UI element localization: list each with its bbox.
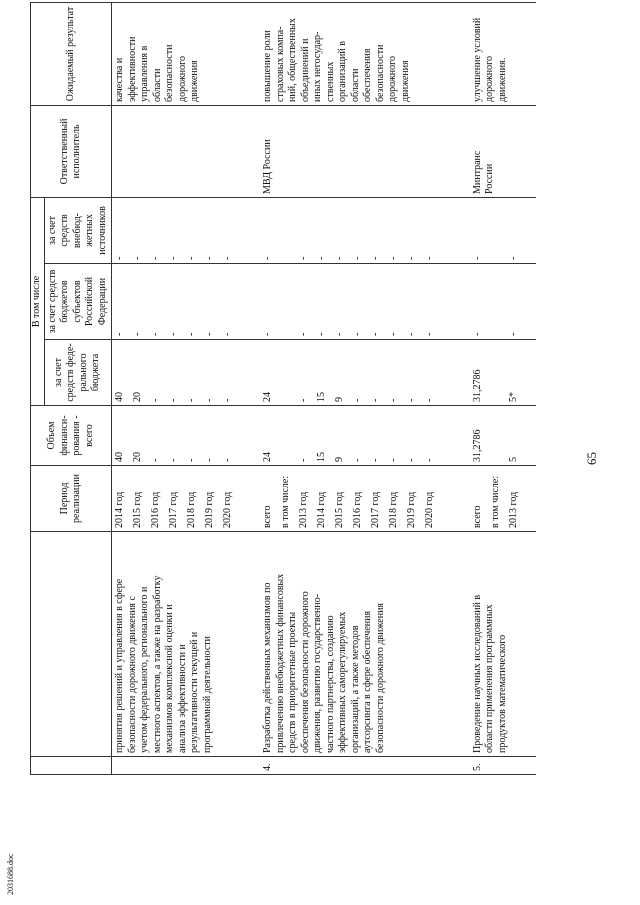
- extra-value: -: [352, 256, 364, 260]
- federal-value: 15: [316, 392, 328, 402]
- header-activity: [31, 532, 112, 757]
- total-value: -: [168, 458, 179, 462]
- regional-value: [280, 267, 298, 336]
- regional-value: [490, 267, 508, 336]
- result-cell: улучшение условий дорожного движения.: [470, 2, 536, 105]
- executor-cell: Минтранс России: [470, 105, 536, 197]
- regional-value: -: [132, 332, 143, 336]
- federal-value: -: [222, 398, 233, 402]
- extra-cell: [112, 197, 261, 263]
- period-value: 2019 год: [204, 491, 215, 528]
- federal-value: 40: [114, 392, 125, 402]
- regional-value: -: [471, 332, 483, 336]
- row-number: 4.: [260, 757, 470, 775]
- page-number: 65: [584, 452, 599, 465]
- total-value: -: [186, 458, 197, 462]
- program-table: [30, 2, 536, 775]
- extra-value: -: [316, 256, 328, 260]
- extra-value: -: [471, 256, 483, 260]
- total-value: 20: [132, 452, 143, 462]
- row-number: [112, 757, 261, 775]
- extra-value: [490, 201, 508, 260]
- period-value: 2016 год: [150, 491, 161, 528]
- header-federal: за счет средств феде-рального бюджета: [44, 340, 112, 406]
- extra-value: -: [298, 256, 310, 260]
- total-value: [490, 409, 508, 462]
- extra-value: -: [406, 256, 418, 260]
- federal-value: -: [204, 398, 215, 402]
- extra-value: -: [132, 256, 143, 260]
- federal-value: -: [388, 398, 400, 402]
- executor-cell: МВД России: [260, 105, 470, 197]
- result-cell: качества и эффективности управления в области безопасности дорожного движения: [112, 2, 261, 105]
- federal-value: -: [370, 398, 382, 402]
- regional-value: -: [150, 332, 161, 336]
- federal-value: -: [150, 398, 161, 402]
- period-value: в том числе:: [489, 475, 501, 528]
- total-value: -: [222, 458, 233, 462]
- period-value: в том числе:: [280, 475, 292, 528]
- activity-cell: Разработка действенных механизмов по привлечению внебюджетных финансовых средств в приоритетные проекты обеспечения безопасности дорожного движения, развитию государственно- частного партнерства, созданию эффективных саморегулируемых организаций, а также методов аутсорсинга в сфере обеспечения безопасности дорожного движения: [260, 532, 470, 757]
- total-value: 31,2786: [471, 429, 483, 462]
- regional-value: -: [114, 332, 125, 336]
- extra-value: [280, 201, 298, 260]
- regional-value: -: [424, 332, 436, 336]
- header-period: Период реализации: [31, 466, 112, 532]
- extra-value: -: [388, 256, 400, 260]
- federal-cell: [112, 340, 261, 406]
- total-value: 9: [334, 457, 346, 462]
- federal-value: [490, 343, 508, 402]
- total-value: 15: [316, 452, 328, 462]
- regional-cell: [112, 264, 261, 340]
- federal-value: 9: [334, 397, 346, 402]
- total-value: 24: [262, 452, 274, 462]
- executor-cell: [112, 105, 261, 197]
- regional-value: -: [316, 332, 328, 336]
- total-value: 40: [114, 452, 125, 462]
- total-cell: [260, 406, 470, 466]
- extra-value: -: [370, 256, 382, 260]
- period-value: 2014 год: [316, 491, 328, 528]
- total-value: 5: [507, 457, 519, 462]
- extra-value: -: [222, 256, 233, 260]
- extra-value: -: [507, 256, 519, 260]
- regional-value: -: [186, 332, 197, 336]
- extra-value: -: [150, 256, 161, 260]
- total-value: -: [424, 458, 436, 462]
- total-value: -: [370, 458, 382, 462]
- document-id: 2031688.doc: [6, 853, 15, 895]
- federal-value: 20: [132, 392, 143, 402]
- header-regional: за счет средств бюджетов субъектов Российской Федерации: [44, 264, 112, 340]
- regional-cell: [470, 264, 536, 340]
- regional-cell: [260, 264, 470, 340]
- regional-value: -: [204, 332, 215, 336]
- period-value: 2013 год: [507, 491, 519, 528]
- extra-value: -: [334, 256, 346, 260]
- regional-value: -: [507, 332, 519, 336]
- extra-value: -: [204, 256, 215, 260]
- extra-cell: [470, 197, 536, 263]
- header-total: Объем финанси-рования - всего: [31, 406, 112, 466]
- period-cell: [470, 466, 536, 532]
- federal-value: -: [168, 398, 179, 402]
- header-in-that: В том числе: [31, 197, 45, 405]
- period-value: 2017 год: [168, 491, 179, 528]
- header-num: [31, 757, 112, 775]
- federal-value: 31,2786: [471, 369, 483, 402]
- total-cell: [112, 406, 261, 466]
- extra-value: -: [186, 256, 197, 260]
- extra-value: -: [114, 256, 125, 260]
- header-result: Ожидаемый результат: [31, 2, 112, 105]
- total-value: -: [406, 458, 418, 462]
- regional-value: -: [406, 332, 418, 336]
- total-value: -: [388, 458, 400, 462]
- period-value: 2020 год: [222, 491, 233, 528]
- period-value: 2018 год: [388, 491, 400, 528]
- header-extra: за счет средств внебюд-жетных источников: [44, 197, 112, 263]
- total-value: -: [150, 458, 161, 462]
- regional-value: -: [334, 332, 346, 336]
- regional-value: -: [298, 332, 310, 336]
- federal-value: -: [352, 398, 364, 402]
- total-value: -: [352, 458, 364, 462]
- federal-value: -: [424, 398, 436, 402]
- federal-cell: [470, 340, 536, 406]
- federal-value: -: [406, 398, 418, 402]
- row-number: 5.: [470, 757, 536, 775]
- regional-value: -: [222, 332, 233, 336]
- period-value: 2013 год: [298, 491, 310, 528]
- extra-value: -: [262, 256, 274, 260]
- regional-value: -: [168, 332, 179, 336]
- period-value: всего: [471, 505, 483, 528]
- period-value: 2016 год: [352, 491, 364, 528]
- total-cell: [470, 406, 536, 466]
- federal-value: [280, 343, 298, 402]
- table-row: [260, 2, 470, 774]
- extra-value: -: [168, 256, 179, 260]
- period-value: всего: [262, 505, 274, 528]
- regional-value: -: [388, 332, 400, 336]
- federal-cell: [260, 340, 470, 406]
- table-row: [470, 2, 536, 774]
- result-cell: повышение роли страховых компа- ний, общественных объединений и иных негосудар- ственных организаций в области обеспечения безопасности дорожного движения: [260, 2, 470, 105]
- period-value: 2015 год: [132, 491, 143, 528]
- table-row: [112, 2, 261, 774]
- period-value: 2014 год: [114, 491, 125, 528]
- regional-value: -: [370, 332, 382, 336]
- period-value: 2019 год: [406, 491, 418, 528]
- period-value: 2017 год: [370, 491, 382, 528]
- period-value: 2015 год: [334, 491, 346, 528]
- federal-value: -: [298, 398, 310, 402]
- period-cell: [112, 466, 261, 532]
- federal-value: 5*: [507, 392, 519, 402]
- extra-cell: [260, 197, 470, 263]
- period-value: 2020 год: [424, 491, 436, 528]
- activity-cell: Проведение научных исследований в области применения программных продуктов математического: [470, 532, 536, 757]
- total-value: -: [204, 458, 215, 462]
- federal-value: 24: [262, 392, 274, 402]
- extra-value: -: [424, 256, 436, 260]
- activity-cell: принятия решений и управления в сфере безопасности дорожного движения с учетом федерального, регионального и местного аспектов, а также на разработку механизмов комплексной оценки и анализа эффективности и результативности текущей и программной деятельности: [112, 532, 261, 757]
- federal-value: -: [186, 398, 197, 402]
- period-cell: [260, 466, 470, 532]
- header-executor: Ответственный исполнитель: [31, 105, 112, 197]
- period-value: 2018 год: [186, 491, 197, 528]
- total-value: -: [298, 458, 310, 462]
- regional-value: -: [262, 332, 274, 336]
- regional-value: -: [352, 332, 364, 336]
- total-value: [280, 409, 298, 462]
